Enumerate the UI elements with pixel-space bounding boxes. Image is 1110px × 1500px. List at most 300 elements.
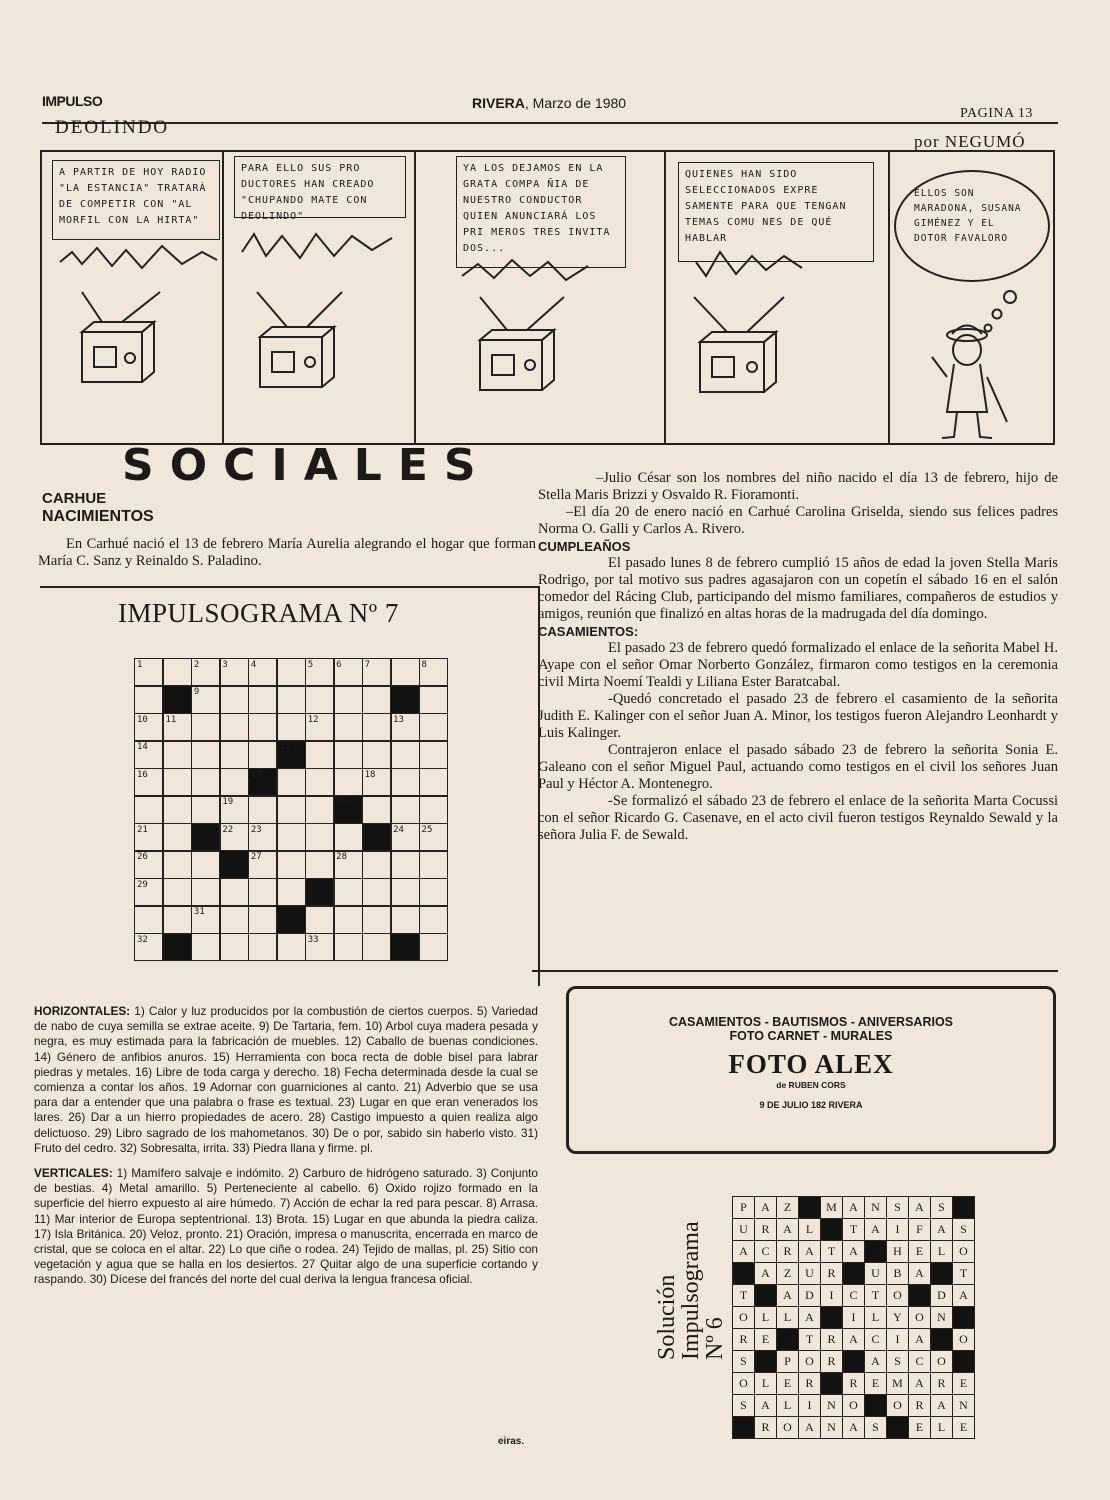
crossword-cell bbox=[305, 795, 335, 824]
solution-letter-cell: C bbox=[754, 1240, 777, 1263]
crossword-cell bbox=[248, 740, 278, 769]
crossword-cell: 10 bbox=[134, 713, 164, 742]
casamientos-heading: CASAMIENTOS: bbox=[538, 624, 639, 639]
sound-lines bbox=[242, 234, 392, 258]
comic-strip bbox=[40, 150, 1055, 445]
solution-black-cell bbox=[842, 1262, 865, 1285]
solution-black-cell bbox=[886, 1416, 909, 1439]
crossword-cell bbox=[333, 768, 363, 797]
crossword-cell bbox=[219, 685, 249, 714]
solution-title bbox=[655, 1221, 727, 1360]
crossword-black-cell: 17 bbox=[248, 768, 278, 797]
horizontal-clues bbox=[34, 1004, 538, 1156]
crossword-cell bbox=[162, 850, 192, 879]
solution-letter-cell: R bbox=[798, 1372, 821, 1395]
solution-title-2: Impulsograma bbox=[678, 1221, 704, 1360]
solution-letter-cell: T bbox=[798, 1328, 821, 1351]
solution-letter-cell: O bbox=[952, 1328, 975, 1351]
crossword-cell bbox=[276, 850, 306, 879]
crossword-cell bbox=[305, 823, 335, 852]
nacimiento-3: –El día 20 de enero nació en Carhué Carolina Griselda, siendo sus felices padres Norma O. Galli y Carlos A. Rivero. bbox=[538, 504, 1058, 537]
solution-black-cell bbox=[732, 1416, 755, 1439]
crossword-cell bbox=[333, 878, 363, 907]
solution-letter-cell: L bbox=[798, 1218, 821, 1241]
issue-place: RIVERA bbox=[472, 95, 525, 111]
crossword-cell bbox=[362, 878, 392, 907]
crossword-black-cell: 30 bbox=[305, 878, 335, 907]
crossword-cell: 18 bbox=[362, 768, 392, 797]
solution-black-cell bbox=[820, 1306, 843, 1329]
solution-letter-cell: N bbox=[864, 1196, 887, 1219]
solution-grid bbox=[732, 1196, 974, 1438]
solution-letter-cell: E bbox=[864, 1372, 887, 1395]
solution-letter-cell: S bbox=[952, 1218, 975, 1241]
crossword-cell bbox=[134, 905, 164, 934]
crossword-cell: 19 bbox=[219, 795, 249, 824]
crossword-cell: 28 bbox=[333, 850, 363, 879]
solution-letter-cell: O bbox=[732, 1372, 755, 1395]
solution-letter-cell: O bbox=[842, 1394, 865, 1417]
solution-letter-cell: L bbox=[930, 1416, 953, 1439]
ad-services-1: CASAMIENTOS - BAUTISMOS - ANIVERSARIOS bbox=[668, 1015, 954, 1029]
crossword-cell bbox=[333, 740, 363, 769]
solution-black-cell bbox=[952, 1306, 975, 1329]
signature: eiras. bbox=[498, 1436, 525, 1447]
crossword-black-cell bbox=[191, 823, 221, 852]
solution-letter-cell: R bbox=[820, 1350, 843, 1373]
solution-letter-cell: T bbox=[820, 1240, 843, 1263]
solution-letter-cell: D bbox=[930, 1284, 953, 1307]
crossword-cell bbox=[305, 768, 335, 797]
solution-letter-cell: T bbox=[864, 1284, 887, 1307]
solution-black-cell bbox=[754, 1350, 777, 1373]
crossword-cell bbox=[162, 905, 192, 934]
crossword-cell bbox=[362, 713, 392, 742]
solution-letter-cell: O bbox=[886, 1284, 909, 1307]
crossword-cell bbox=[419, 795, 449, 824]
strip-title: DEOLINDO bbox=[55, 117, 170, 138]
crossword-cell: 33 bbox=[305, 933, 335, 962]
crossword-cell bbox=[191, 933, 221, 962]
deolindo-character-icon bbox=[932, 326, 1007, 439]
crossword-cell bbox=[333, 713, 363, 742]
ad-business-name: FOTO ALEX bbox=[728, 1049, 894, 1079]
speech-bubble: PARA ELLO SUS PRO DUCTORES HAN CREADO "CHUPANDO MATE CON DEOLINDO" bbox=[234, 156, 406, 218]
crossword-cell bbox=[276, 685, 306, 714]
crossword-cell: 11 bbox=[162, 713, 192, 742]
solution-letter-cell: A bbox=[798, 1306, 821, 1329]
solution-letter-cell: R bbox=[820, 1328, 843, 1351]
solution-letter-cell: O bbox=[908, 1306, 931, 1329]
solution-letter-cell: D bbox=[798, 1284, 821, 1307]
section-title: SOCIALES bbox=[122, 440, 492, 491]
casamiento-1: El pasado 23 de febrero quedó formalizado el enlace de la señorita Mabel H. Ayape con el señor Omar Norberto González, firmaron como testigos en la ceremonia civil Mirta Noemí Tealdi y Liliana Ester Baratcabal. bbox=[538, 640, 1058, 690]
solution-letter-cell: M bbox=[820, 1196, 843, 1219]
solution-letter-cell: R bbox=[732, 1328, 755, 1351]
solution-letter-cell: R bbox=[820, 1262, 843, 1285]
sociales-right-column bbox=[538, 470, 1058, 844]
crossword-black-cell bbox=[162, 685, 192, 714]
crossword-cell bbox=[390, 768, 420, 797]
crossword-black-cell bbox=[219, 850, 249, 879]
solution-letter-cell: Z bbox=[776, 1196, 799, 1219]
solution-letter-cell: A bbox=[798, 1240, 821, 1263]
crossword-cell: 31 bbox=[191, 905, 221, 934]
nacimiento-2: –Julio César son los nombres del niño nacido el día 13 de febrero, hijo de Stella Maris Brizzi y Osvaldo R. Fioramonti. bbox=[538, 470, 1058, 503]
crossword-cell: 3 bbox=[219, 658, 249, 687]
solution-letter-cell: E bbox=[754, 1328, 777, 1351]
solution-letter-cell: L bbox=[754, 1306, 777, 1329]
solution-letter-cell: I bbox=[798, 1394, 821, 1417]
solution-black-cell bbox=[908, 1284, 931, 1307]
solution-letter-cell: A bbox=[776, 1218, 799, 1241]
crossword-black-cell: 20 bbox=[333, 795, 363, 824]
crossword-cell bbox=[305, 740, 335, 769]
crossword-cell bbox=[362, 933, 392, 962]
solution-letter-cell: U bbox=[864, 1262, 887, 1285]
solution-letter-cell: C bbox=[842, 1284, 865, 1307]
solution-letter-cell: L bbox=[776, 1394, 799, 1417]
crossword-cell bbox=[162, 795, 192, 824]
solution-black-cell bbox=[820, 1218, 843, 1241]
solution-letter-cell: A bbox=[754, 1262, 777, 1285]
crossword-cell: 29 bbox=[134, 878, 164, 907]
crossword-cell bbox=[362, 850, 392, 879]
crossword-cell bbox=[276, 823, 306, 852]
solution-letter-cell: O bbox=[886, 1394, 909, 1417]
ad-owner: de RUBEN CORS bbox=[776, 1080, 846, 1090]
cumpleanos-heading: CUMPLEAÑOS bbox=[538, 539, 631, 554]
speech-bubble: A PARTIR DE HOY RADIO "LA ESTANCIA" TRATARÁ DE COMPETIR CON "AL MORFIL CON LA HIRTA" bbox=[52, 160, 220, 240]
crossword-cell: 9 bbox=[191, 685, 221, 714]
crossword-cell bbox=[419, 850, 449, 879]
solution-black-cell bbox=[820, 1372, 843, 1395]
crossword-cell bbox=[191, 768, 221, 797]
nacimiento-text bbox=[38, 536, 536, 570]
solution-letter-cell: O bbox=[776, 1416, 799, 1439]
foto-alex-ad bbox=[566, 986, 1056, 1154]
crossword-cell bbox=[191, 795, 221, 824]
crossword-cell bbox=[276, 658, 306, 687]
crossword-cell bbox=[219, 713, 249, 742]
vertical-clues bbox=[34, 1166, 538, 1288]
solution-black-cell bbox=[952, 1196, 975, 1219]
solution-letter-cell: A bbox=[908, 1328, 931, 1351]
solution-letter-cell: U bbox=[732, 1218, 755, 1241]
nacimientos-heading: NACIMIENTOS bbox=[42, 508, 154, 525]
crossword-cell bbox=[362, 685, 392, 714]
crossword-cell bbox=[162, 768, 192, 797]
solution-letter-cell: A bbox=[930, 1218, 953, 1241]
crossword-cell: 7 bbox=[362, 658, 392, 687]
solution-letter-cell: Z bbox=[776, 1262, 799, 1285]
horizontal-text: 1) Calor y luz producidos por la combustión de ciertos cuerpos. 5) Variedad de nabo de cuya semilla se extrae aceite. 9) De Tartaria, fem. 10) Arbol cuya madera pesada y negra, es muy estimada para la fabricación de muebles. 12) Caballo de buenas condiciones. 14) Género de anfibios anuros. 15) Herramienta con boca recta de doble bisel para labrar piedras y metales. 16) Libre de toda carga y derecho. 18) Fecha determinada desde la cual se comienza a contar los años. 19 Adornar con guarniciones al canto. 21) Adverbio que se usa para dar a entender que una palabra o frase es textual. 23) Lugar en que eran venerados los lares. 26) Dar a un hierro propiedades de acero. 28) Castigo impuesto a quien realiza algo delictuoso. 29) Libro sagrado de los mahometanos. 30) De o por, sabido sin haberlo visto. 31) Fruto del cedro. 32) Sobresalta, irrita. 33) Piedra llana y firme. pl. bbox=[34, 1004, 538, 1155]
solution-letter-cell: U bbox=[798, 1262, 821, 1285]
solution-letter-cell: E bbox=[908, 1240, 931, 1263]
solution-letter-cell: A bbox=[754, 1394, 777, 1417]
crossword-cell bbox=[276, 878, 306, 907]
solution-letter-cell: B bbox=[886, 1262, 909, 1285]
solution-letter-cell: L bbox=[754, 1372, 777, 1395]
crossword-cell: 32 bbox=[134, 933, 164, 962]
vertical-label: VERTICALES: bbox=[34, 1166, 113, 1181]
solution-letter-cell: R bbox=[842, 1372, 865, 1395]
issue-date bbox=[472, 95, 626, 111]
solution-letter-cell: P bbox=[732, 1196, 755, 1219]
crossword-cell bbox=[333, 685, 363, 714]
crossword-cell bbox=[419, 713, 449, 742]
clues-block bbox=[34, 1004, 538, 1288]
header-rule bbox=[42, 122, 1058, 124]
solution-black-cell bbox=[732, 1262, 755, 1285]
solution-letter-cell: R bbox=[754, 1218, 777, 1241]
solution-letter-cell: T bbox=[952, 1262, 975, 1285]
horizontal-label: HORIZONTALES: bbox=[34, 1004, 131, 1018]
solution-letter-cell: P bbox=[776, 1350, 799, 1373]
crossword-cell: 4 bbox=[248, 658, 278, 687]
crossword-cell: 22 bbox=[219, 823, 249, 852]
crossword-cell bbox=[248, 878, 278, 907]
solution-letter-cell: A bbox=[842, 1328, 865, 1351]
crossword-cell: 13 bbox=[390, 713, 420, 742]
ad-address: 9 DE JULIO 182 RIVERA bbox=[759, 1100, 863, 1110]
strip-author: por NEGUMÓ bbox=[914, 132, 1026, 151]
solution-letter-cell: T bbox=[732, 1284, 755, 1307]
crossword-cell bbox=[248, 933, 278, 962]
solution-black-cell bbox=[798, 1196, 821, 1219]
solution-letter-cell: L bbox=[930, 1240, 953, 1263]
column-rule bbox=[532, 970, 1058, 972]
solution-letter-cell: R bbox=[908, 1394, 931, 1417]
solution-letter-cell: R bbox=[930, 1372, 953, 1395]
crossword-cell bbox=[390, 905, 420, 934]
radio-icon bbox=[480, 297, 564, 390]
solution-black-cell bbox=[842, 1350, 865, 1373]
crossword-cell bbox=[305, 905, 335, 934]
radio-icon bbox=[82, 292, 160, 382]
solution-letter-cell: O bbox=[732, 1306, 755, 1329]
solution-letter-cell: C bbox=[864, 1328, 887, 1351]
solution-letter-cell: I bbox=[820, 1284, 843, 1307]
cumpleanos-text: El pasado lunes 8 de febrero cumplió 15 años de edad la joven Stella Maris Rodrigo, por tal motivo sus padres agasajaron con un copetín el sábado 16 en el salón comedor del Rácing Club, participando del mismo familiares, compañeros de estudios y amigos, reunión que finalizó en altas horas de la madrugada del día domingo. bbox=[538, 555, 1058, 622]
crossword-cell bbox=[191, 740, 221, 769]
solution-title-1: Solución bbox=[654, 1274, 680, 1360]
publication-name: IMPULSO bbox=[42, 93, 103, 109]
crossword-cell: 5 bbox=[305, 658, 335, 687]
solution-letter-cell: H bbox=[886, 1240, 909, 1263]
crossword-cell bbox=[191, 713, 221, 742]
crossword-cell bbox=[162, 740, 192, 769]
solution-letter-cell: A bbox=[842, 1196, 865, 1219]
solution-letter-cell: O bbox=[798, 1350, 821, 1373]
crossword-cell: 25 bbox=[419, 823, 449, 852]
crossword-cell bbox=[419, 905, 449, 934]
crossword-grid bbox=[134, 658, 447, 960]
crossword-cell bbox=[419, 768, 449, 797]
crossword-cell bbox=[276, 713, 306, 742]
nacimiento-1: En Carhué nació el 13 de febrero María Aurelia alegrando el hogar que forman María C. Sanz y Reinaldo S. Paladino. bbox=[38, 536, 536, 569]
carhue-heading: CARHUE bbox=[42, 490, 107, 507]
solution-black-cell bbox=[864, 1394, 887, 1417]
crossword-cell bbox=[191, 878, 221, 907]
solution-letter-cell: T bbox=[842, 1218, 865, 1241]
crossword-cell bbox=[419, 933, 449, 962]
solution-letter-cell: S bbox=[732, 1394, 755, 1417]
crossword-cell bbox=[219, 878, 249, 907]
crossword-cell: 6 bbox=[333, 658, 363, 687]
crossword-cell bbox=[419, 878, 449, 907]
solution-letter-cell: A bbox=[732, 1240, 755, 1263]
crossword-cell bbox=[333, 933, 363, 962]
crossword-cell bbox=[305, 850, 335, 879]
crossword-cell bbox=[276, 768, 306, 797]
sound-lines bbox=[60, 246, 217, 268]
solution-letter-cell: A bbox=[908, 1372, 931, 1395]
solution-letter-cell: A bbox=[908, 1262, 931, 1285]
solution-black-cell bbox=[754, 1284, 777, 1307]
issue-month: , Marzo de 1980 bbox=[524, 95, 627, 111]
crossword-cell bbox=[390, 850, 420, 879]
crossword-cell bbox=[419, 740, 449, 769]
solution-letter-cell: S bbox=[886, 1350, 909, 1373]
crossword-black-cell bbox=[362, 823, 392, 852]
crossword-cell bbox=[219, 933, 249, 962]
crossword-cell: 24 bbox=[390, 823, 420, 852]
crossword-black-cell bbox=[276, 905, 306, 934]
crossword-cell: 27 bbox=[248, 850, 278, 879]
crossword-cell bbox=[219, 740, 249, 769]
crossword-cell bbox=[333, 823, 363, 852]
solution-letter-cell: A bbox=[842, 1416, 865, 1439]
solution-letter-cell: E bbox=[776, 1372, 799, 1395]
crossword-cell bbox=[134, 795, 164, 824]
solution-letter-cell: A bbox=[864, 1218, 887, 1241]
crossword-cell bbox=[219, 905, 249, 934]
crossword-cell: 16 bbox=[134, 768, 164, 797]
crossword-cell bbox=[276, 933, 306, 962]
ad-services-2: FOTO CARNET - MURALES bbox=[729, 1029, 893, 1043]
crossword-black-cell bbox=[390, 933, 420, 962]
solution-letter-cell: E bbox=[908, 1416, 931, 1439]
comic-drawings bbox=[42, 152, 1055, 443]
solution-letter-cell: A bbox=[798, 1416, 821, 1439]
crossword-cell: 12 bbox=[305, 713, 335, 742]
solution-letter-cell: A bbox=[952, 1284, 975, 1307]
solution-letter-cell: O bbox=[952, 1240, 975, 1263]
solution-letter-cell: C bbox=[908, 1350, 931, 1373]
crossword-cell bbox=[390, 740, 420, 769]
solution-letter-cell: R bbox=[776, 1240, 799, 1263]
crossword-black-cell bbox=[162, 933, 192, 962]
solution-letter-cell: S bbox=[732, 1350, 755, 1373]
crossword-cell bbox=[390, 658, 420, 687]
solution-letter-cell: I bbox=[886, 1328, 909, 1351]
crossword-cell bbox=[162, 823, 192, 852]
solution-black-cell bbox=[776, 1328, 799, 1351]
crossword-cell bbox=[248, 905, 278, 934]
crossword-cell bbox=[248, 795, 278, 824]
solution-letter-cell: S bbox=[864, 1416, 887, 1439]
crossword-black-cell bbox=[390, 685, 420, 714]
speech-bubble: QUIENES HAN SIDO SELECCIONADOS EXPRE SAMENTE PARA QUE TENGAN TEMAS COMU NES DE QUÉ HABLAR bbox=[678, 162, 874, 262]
solution-title-3: Nº 6 bbox=[702, 1317, 728, 1360]
solution-letter-cell: L bbox=[776, 1306, 799, 1329]
solution-letter-cell: N bbox=[820, 1394, 843, 1417]
solution-letter-cell: S bbox=[930, 1196, 953, 1219]
crossword-title: IMPULSOGRAMA Nº 7 bbox=[118, 598, 399, 628]
crossword-cell bbox=[191, 850, 221, 879]
solution-letter-cell: Y bbox=[886, 1306, 909, 1329]
crossword-cell bbox=[305, 685, 335, 714]
casamiento-2: -Quedó concretado el pasado 23 de febrero el casamiento de la señorita Judith E. Kalinger con el señor Juan A. Minor, los testigos fueron Alejandro Leonhardt y Luis Kalinger. bbox=[538, 691, 1058, 741]
solution-black-cell bbox=[864, 1240, 887, 1263]
sound-lines bbox=[462, 260, 588, 280]
crossword-cell bbox=[362, 905, 392, 934]
solution-letter-cell: A bbox=[908, 1196, 931, 1219]
solution-letter-cell: A bbox=[754, 1196, 777, 1219]
solution-letter-cell: N bbox=[952, 1394, 975, 1417]
crossword-cell bbox=[362, 795, 392, 824]
page-number: PAGINA 13 bbox=[960, 106, 1033, 121]
solution-letter-cell: O bbox=[930, 1350, 953, 1373]
solution-letter-cell: E bbox=[952, 1372, 975, 1395]
solution-letter-cell: N bbox=[820, 1416, 843, 1439]
casamiento-4: -Se formalizó el sábado 23 de febrero el enlace de la señorita Marta Cocussi con el señor Ricardo G. Casenave, en el acto civil fueron testigos Reynaldo Sewald y la señora Julia F. de Sewald. bbox=[538, 793, 1058, 843]
vertical-text: 1) Mamífero salvaje e indómito. 2) Carburo de hidrógeno saturado. 3) Conjunto de bestias. 4) Metal amarillo. 5) Perteneciente al cabello. 6) Oxido rojizo formado en la superficie del hierro expuesto al aire húmedo. 7) Acción de echar la red para pescar. 8) Arrasa. 11) Mar interior de Europa septentrional. 13) Brota. 15) Lugar en que abunda la piedra caliza. 17) Isla Británica. 20) Veloz, pronto. 21) Oración, impresa o manuscrita, encerrada en marco de cristal, que se coloca en el altar. 22) Lo que ciñe o rodea. 24) Tejido de mallas, pl. 25) Sitio con vegetación y agua que se halla en los desiertos. 27 Quitar algo de una superficie cortando y raspando. 30) Dícese del francés del norte del cual deriva la lengua francesa oficial. bbox=[34, 1166, 538, 1287]
crossword-cell: 21 bbox=[134, 823, 164, 852]
solution-letter-cell: I bbox=[886, 1218, 909, 1241]
crossword-cell: 23 bbox=[248, 823, 278, 852]
solution-letter-cell: E bbox=[952, 1416, 975, 1439]
casamiento-3: Contrajeron enlace el pasado sábado 23 de febrero la señorita Sonia E. Galeano con el señor Miguel Paul, actuando como testigos en el civil los señores Juan Paul y Héctor A. Montenegro. bbox=[538, 742, 1058, 792]
crossword-cell: 1 bbox=[134, 658, 164, 687]
sound-lines bbox=[696, 252, 802, 276]
crossword-cell bbox=[419, 685, 449, 714]
crossword-cell: 8 bbox=[419, 658, 449, 687]
crossword-cell bbox=[162, 658, 192, 687]
crossword-cell bbox=[390, 795, 420, 824]
solution-letter-cell: F bbox=[908, 1218, 931, 1241]
crossword-cell bbox=[276, 795, 306, 824]
solution-letter-cell: L bbox=[864, 1306, 887, 1329]
crossword-cell bbox=[390, 878, 420, 907]
solution-letter-cell: A bbox=[864, 1350, 887, 1373]
crossword-cell bbox=[162, 878, 192, 907]
crossword-cell: 2 bbox=[191, 658, 221, 687]
solution-letter-cell: I bbox=[842, 1306, 865, 1329]
crossword-cell bbox=[333, 905, 363, 934]
crossword-cell: 14 bbox=[134, 740, 164, 769]
crossword-cell bbox=[248, 713, 278, 742]
solution-letter-cell: R bbox=[754, 1416, 777, 1439]
crossword-cell bbox=[362, 740, 392, 769]
solution-letter-cell: A bbox=[842, 1240, 865, 1263]
radio-icon bbox=[694, 297, 784, 392]
solution-letter-cell: N bbox=[930, 1306, 953, 1329]
crossword-cell bbox=[219, 768, 249, 797]
thought-bubble: ELLOS SON MARADONA, SUSANA GIMÉNEZ Y EL DOTOR FAVALORO bbox=[894, 170, 1050, 282]
crossword-cell: 26 bbox=[134, 850, 164, 879]
solution-letter-cell: M bbox=[886, 1372, 909, 1395]
solution-black-cell bbox=[952, 1350, 975, 1373]
speech-bubble: YA LOS DEJAMOS EN LA GRATA COMPA ÑIA DE NUESTRO CONDUCTOR QUIEN ANUNCIARÁ LOS PRI MEROS TRES INVITA DOS... bbox=[456, 156, 626, 268]
solution-letter-cell: A bbox=[776, 1284, 799, 1307]
radio-icon bbox=[257, 292, 342, 387]
solution-black-cell bbox=[930, 1328, 953, 1351]
crossword-cell bbox=[134, 685, 164, 714]
solution-letter-cell: A bbox=[930, 1394, 953, 1417]
solution-black-cell bbox=[930, 1262, 953, 1285]
